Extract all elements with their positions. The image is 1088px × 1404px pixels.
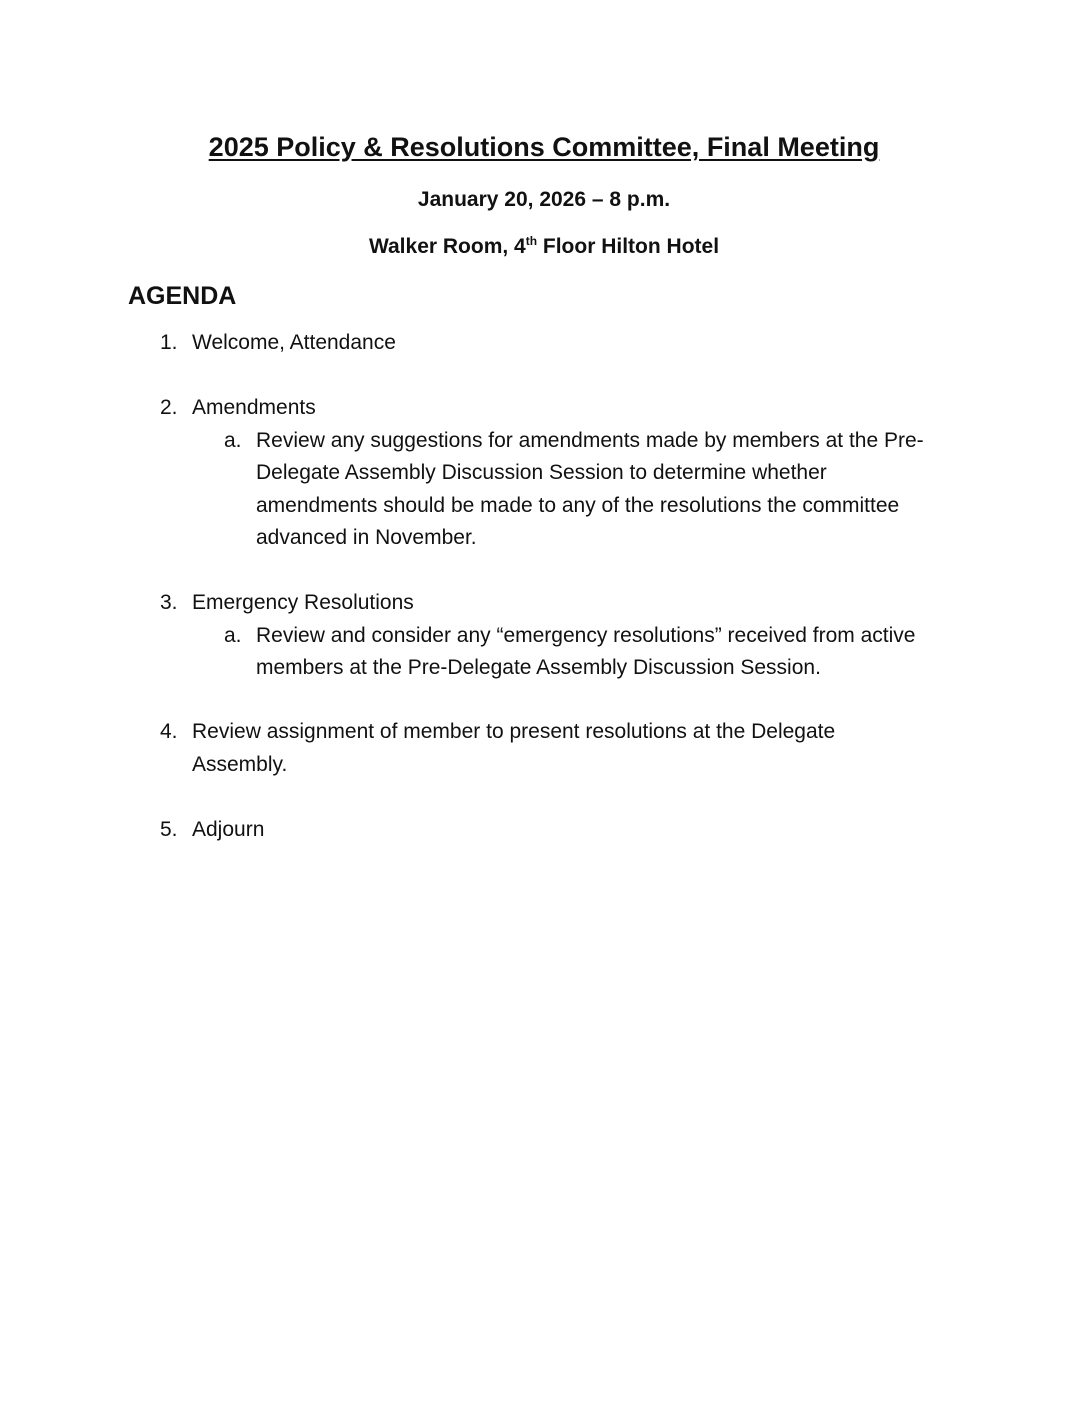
agenda-item-number: 3. xyxy=(160,591,178,614)
agenda-item-1 xyxy=(160,327,940,360)
agenda-item-3 xyxy=(160,587,940,685)
agenda-item-number: 4. xyxy=(160,720,178,743)
agenda-subitem-letter: a. xyxy=(224,623,242,647)
location-superscript: th xyxy=(525,234,538,248)
agenda-item-number: 5. xyxy=(160,818,178,841)
agenda-item-4 xyxy=(160,716,900,781)
agenda-item-text: Adjourn xyxy=(192,818,265,841)
agenda-item-text: Review assignment of member to present resolutions at the Delegate Assembly. xyxy=(192,720,836,776)
agenda-item-text: Amendments xyxy=(192,396,316,419)
agenda-subitem-text: Review any suggestions for amendments made by members at the Pre-Delegate Assembly Discussion Session to determine whether amendments should be made to any of the resolutions the committee advanced in November. xyxy=(256,428,924,549)
location-prefix: Walker Room, 4 xyxy=(368,235,526,258)
agenda-item-number: 2. xyxy=(160,396,178,419)
document-title: 2025 Policy & Resolutions Committee, Final Meeting xyxy=(208,132,880,162)
agenda-item-2 xyxy=(160,392,940,555)
agenda-item-number: 1. xyxy=(160,331,178,354)
location-suffix: Floor Hilton Hotel xyxy=(537,235,720,258)
agenda-subitem xyxy=(224,620,940,685)
agenda-item-text: Welcome, Attendance xyxy=(192,331,396,354)
agenda-subitem xyxy=(224,425,940,555)
meeting-location xyxy=(0,233,1088,261)
agenda-heading: AGENDA xyxy=(128,282,237,310)
agenda-item-text: Emergency Resolutions xyxy=(192,591,414,614)
agenda-subitem-text: Review and consider any “emergency resolutions” received from active members at the Pre-Delegate Assembly Discussion Session. xyxy=(256,623,916,679)
agenda-item-5 xyxy=(160,814,940,847)
meeting-date: January 20, 2026 – 8 p.m. xyxy=(417,188,671,211)
agenda-subitem-letter: a. xyxy=(224,428,242,452)
